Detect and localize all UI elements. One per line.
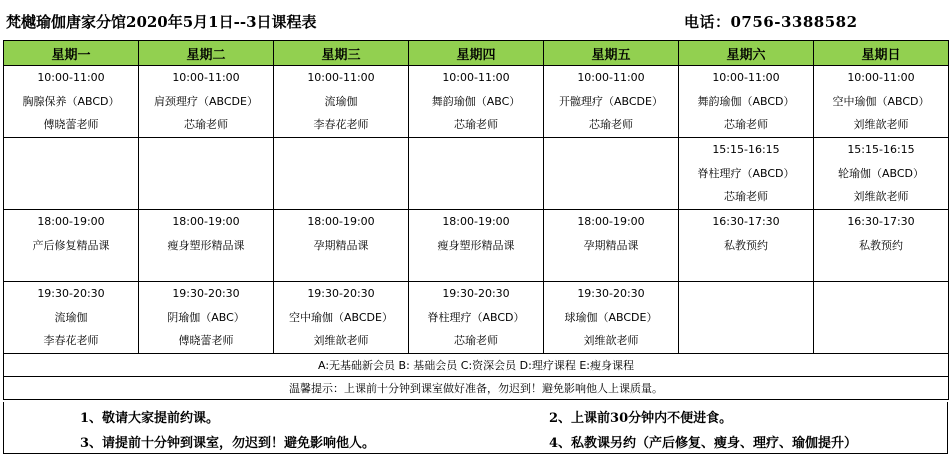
class-cell	[544, 282, 679, 354]
class-name: 球瑜伽（ABCDE）	[564, 310, 658, 324]
class-cell	[274, 66, 409, 138]
day-header-row	[4, 41, 949, 66]
class-teacher: 芯瑜老师	[454, 334, 498, 347]
notes-box	[3, 402, 948, 454]
schedule-table	[3, 40, 949, 400]
class-cell	[409, 66, 544, 138]
class-teacher: 芯瑜老师	[454, 118, 498, 131]
class-cell	[139, 66, 274, 138]
class-name: 流瑜伽	[54, 310, 88, 324]
class-teacher: 芯瑜老师	[724, 118, 768, 131]
class-cell	[139, 282, 274, 354]
empty-cell	[274, 138, 409, 210]
time-slot-row	[4, 282, 949, 354]
day-header: 星期一	[4, 41, 139, 66]
day-header: 星期五	[544, 41, 679, 66]
class-name: 开髋理疗（ABCDE）	[559, 94, 663, 108]
class-teacher: 芯瑜老师	[184, 118, 228, 131]
class-name: 孕期精品课	[583, 238, 639, 252]
class-time: 19:30-20:30	[442, 287, 510, 300]
class-time: 18:00-19:00	[37, 215, 105, 228]
legend-row	[4, 354, 949, 377]
class-name: 私教预约	[724, 238, 768, 252]
class-time: 19:30-20:30	[172, 287, 240, 300]
class-time: 16:30-17:30	[847, 215, 915, 228]
day-header: 星期三	[274, 41, 409, 66]
class-cell	[544, 210, 679, 282]
time-slot-row	[4, 210, 949, 282]
class-teacher: 傅晓蕾老师	[43, 118, 99, 131]
day-header: 星期日	[814, 41, 949, 66]
class-cell	[814, 66, 949, 138]
class-name: 阴瑜伽（ABC）	[167, 310, 245, 324]
class-time: 18:00-19:00	[442, 215, 510, 228]
empty-cell	[814, 282, 949, 354]
class-teacher: 刘维歆老师	[853, 118, 909, 131]
class-time: 10:00-11:00	[172, 71, 240, 84]
class-cell	[409, 282, 544, 354]
class-cell	[4, 210, 139, 282]
class-time: 10:00-11:00	[847, 71, 915, 84]
class-time: 19:30-20:30	[307, 287, 375, 300]
class-teacher: 傅晓蕾老师	[178, 334, 234, 347]
class-cell	[544, 66, 679, 138]
class-time: 18:00-19:00	[307, 215, 375, 228]
header-bar	[0, 0, 951, 40]
tip-row	[4, 377, 949, 400]
empty-cell	[139, 138, 274, 210]
class-name: 脊柱理疗（ABCD）	[697, 166, 795, 180]
reminder-tip: 温馨提示：上课前十分钟到课室做好准备，勿迟到！避免影响他人上课质量。	[4, 377, 949, 400]
time-slot-row	[4, 66, 949, 138]
class-name: 胸腺保养（ABCD）	[22, 94, 120, 108]
class-teacher: 芯瑜老师	[724, 190, 768, 203]
class-time: 19:30-20:30	[37, 287, 105, 300]
class-time: 16:30-17:30	[712, 215, 780, 228]
class-teacher: 刘维歆老师	[853, 190, 909, 203]
empty-cell	[544, 138, 679, 210]
class-name: 产后修复精品课	[32, 238, 110, 252]
note-item: 2、上课前30分钟内不便进食。	[549, 411, 733, 426]
class-cell	[814, 210, 949, 282]
class-cell	[409, 210, 544, 282]
class-teacher: 芯瑜老师	[589, 118, 633, 131]
day-header: 星期二	[139, 41, 274, 66]
class-time: 19:30-20:30	[577, 287, 645, 300]
class-name: 流瑜伽	[324, 94, 358, 108]
class-cell	[274, 210, 409, 282]
class-time: 10:00-11:00	[712, 71, 780, 84]
note-item: 1、敬请大家提前约课。	[80, 411, 220, 426]
note-item: 4、私教课另约（产后修复、瘦身、理疗、瑜伽提升）	[549, 436, 858, 451]
class-name: 空中瑜伽（ABCDE）	[289, 310, 393, 324]
class-time: 10:00-11:00	[577, 71, 645, 84]
class-cell	[814, 138, 949, 210]
class-name: 孕期精品课	[313, 238, 369, 252]
class-teacher: 刘维歆老师	[313, 334, 369, 347]
class-name: 瘦身塑形精品课	[437, 238, 515, 252]
class-name: 瘦身塑形精品课	[167, 238, 245, 252]
class-cell	[4, 282, 139, 354]
class-name: 空中瑜伽（ABCD）	[832, 94, 930, 108]
class-time: 10:00-11:00	[37, 71, 105, 84]
day-header: 星期四	[409, 41, 544, 66]
note-item: 3、请提前十分钟到课室，勿迟到！避免影响他人。	[80, 436, 376, 451]
class-teacher: 李春花老师	[313, 118, 369, 131]
empty-cell	[4, 138, 139, 210]
time-slot-row	[4, 138, 949, 210]
class-time: 18:00-19:00	[172, 215, 240, 228]
day-header: 星期六	[679, 41, 814, 66]
class-cell	[139, 210, 274, 282]
class-cell	[679, 138, 814, 210]
schedule-title: 梵樾瑜伽唐家分馆2020年5月1日--3日课程表	[6, 13, 317, 31]
class-time: 15:15-16:15	[712, 143, 780, 156]
class-name: 轮瑜伽（ABCD）	[837, 166, 925, 180]
class-time: 15:15-16:15	[847, 143, 915, 156]
class-teacher: 刘维歆老师	[583, 334, 639, 347]
class-name: 私教预约	[859, 238, 903, 252]
class-cell	[4, 66, 139, 138]
empty-cell	[409, 138, 544, 210]
level-legend: A:无基础新会员 B: 基础会员 C:资深会员 D:理疗课程 E:瘦身课程	[4, 354, 949, 377]
class-time: 10:00-11:00	[442, 71, 510, 84]
class-name: 舞韵瑜伽（ABC）	[431, 94, 521, 108]
class-name: 肩颈理疗（ABCDE）	[154, 94, 258, 108]
class-cell	[679, 66, 814, 138]
class-name: 脊柱理疗（ABCD）	[427, 310, 525, 324]
class-time: 18:00-19:00	[577, 215, 645, 228]
class-name: 舞韵瑜伽（ABCD）	[697, 94, 795, 108]
phone-number: 电话：0756-3388582	[684, 13, 858, 31]
class-cell	[679, 210, 814, 282]
class-teacher: 李春花老师	[43, 334, 99, 347]
class-time: 10:00-11:00	[307, 71, 375, 84]
empty-cell	[679, 282, 814, 354]
class-cell	[274, 282, 409, 354]
